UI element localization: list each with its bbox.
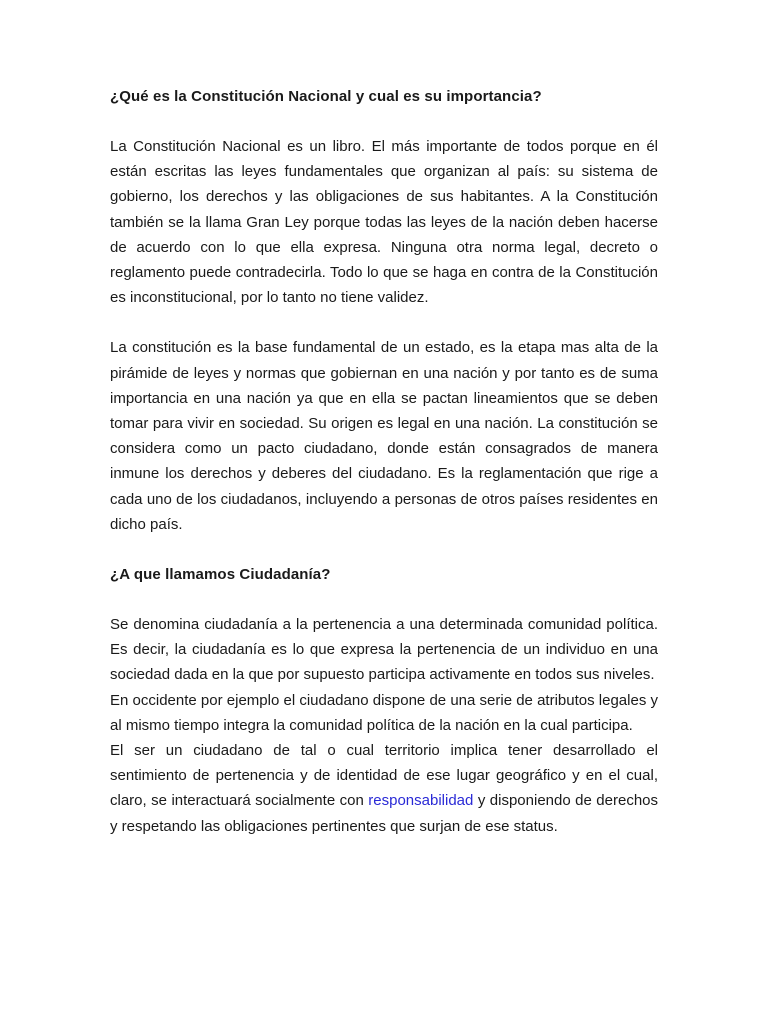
- paragraph-text-after-link: y disponiendo de derechos y respetando las obligaciones pertinentes que surjan de ese status.: [110, 792, 659, 835]
- spacer: [110, 587, 658, 612]
- section-heading-ciudadania: ¿A que llamamos Ciudadanía?: [110, 566, 331, 584]
- document-page: [110, 84, 658, 839]
- responsabilidad-link[interactable]: responsabilidad: [368, 792, 474, 810]
- spacer: [110, 310, 658, 335]
- section-heading-constitucion: ¿Qué es la Constitución Nacional y cual es su importancia?: [110, 88, 542, 105]
- paragraph-ciudadania-definicion: Se denomina ciudadanía a la pertenencia a una determinada comunidad política. Es decir, la ciudadanía es lo que expresa la pertenencia de un individuo en una sociedad dada en la que por supuesto participa activamente en todos sus niveles.: [110, 616, 658, 684]
- paragraph-ciudadania-territorio: [110, 738, 658, 839]
- paragraph-text-before-link: El ser un ciudadano de tal o cual territorio implica tener desarrollado el sentimiento de pertenencia y de identidad de ese lugar geográfico y en el cual, claro, se interactuará socialmente con: [110, 742, 658, 810]
- paragraph-constitucion-base: La constitución es la base fundamental de un estado, es la etapa mas alta de la pirámide de leyes y normas que gobiernan en una nación y por tanto es de suma importancia en una nación ya que en ella se pactan lineamientos que se deben tomar para vivir en sociedad. Su origen es legal en una nación. La constitución se considera como un pacto ciudadano, donde están consagrados de manera inmune los derechos y deberes del ciudadano. Es la reglamentación que rige a cada uno de los ciudadanos, incluyendo a personas de otros países residentes en dicho país.: [110, 339, 658, 533]
- paragraph-constitucion-libro: La Constitución Nacional es un libro. El más importante de todos porque en él están escritas las leyes fundamentales que organizan al país: su sistema de gobierno, los derechos y las obligaciones de sus habitantes. A la Constitución también se la llama Gran Ley porque todas las leyes de la nación deben hacerse de acuerdo con lo que ella expresa. Ninguna otra norma legal, decreto o reglamento puede contradecirla. Todo lo que se haga en contra de la Constitución es inconstitucional, por lo tanto no tiene validez.: [110, 138, 658, 307]
- spacer: [110, 537, 658, 562]
- spacer: [110, 109, 658, 134]
- paragraph-ciudadania-occidente: En occidente por ejemplo el ciudadano dispone de una serie de atributos legales y al mismo tiempo integra la comunidad política de la nación en la cual participa.: [110, 691, 658, 734]
